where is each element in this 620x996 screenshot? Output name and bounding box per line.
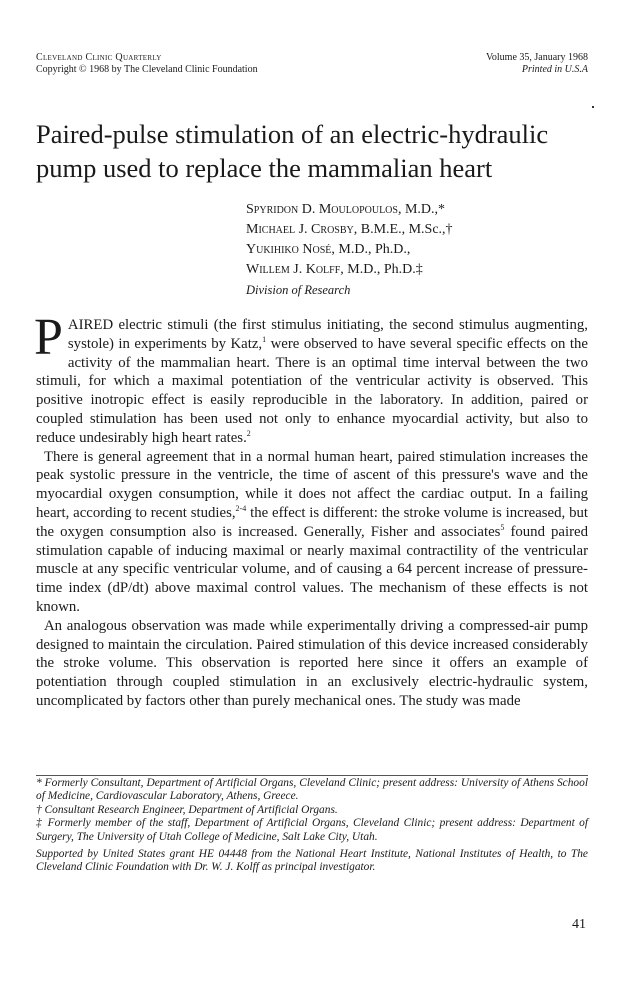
drop-cap: P <box>34 309 63 366</box>
reference-marker: 1 <box>262 334 267 344</box>
author-name: Michael J. Crosby, <box>246 222 358 237</box>
author-name: Spyridon D. Moulopoulos, <box>246 202 402 217</box>
journal-header <box>36 52 258 76</box>
text-run: the effect is different: the stroke volume is increased, but the oxygen consumption also is increased. Generally, Fisher and associates <box>36 504 588 540</box>
author-block <box>246 200 453 300</box>
journal-name: Cleveland Clinic Quarterly <box>36 52 162 63</box>
author-degree: M.D., Ph.D., <box>338 242 411 257</box>
support-note: Supported by United States grant HE 04448 from the National Heart Institute, National Institutes of Health, to The Cleveland Clinic Foundation with Dr. W. J. Kolff as principal investigator. <box>36 848 588 874</box>
printed-line: Printed in U.S.A <box>521 64 588 75</box>
text-run: electric stimuli (the first stimulus initiating, the second stimulus augmenting, systole) in experiments by Katz, <box>67 317 588 352</box>
author-line <box>246 260 453 280</box>
reference-marker: 2 <box>246 428 251 438</box>
author-name: Yukihiko Nosé, <box>246 242 335 257</box>
footnote: † Consultant Research Engineer, Department of Artificial Organs. <box>36 803 338 816</box>
page-number: 41 <box>572 917 586 932</box>
reference-marker: 5 <box>500 522 505 532</box>
footnotes <box>36 777 588 875</box>
volume-header <box>486 52 588 76</box>
text-run: found paired stimulation capable of inducing maximal or nearly maximal contractility of the ventricular muscle at any specific ventricular volume, and of causing a 64 percent increase of pressure-time index (dP/dt) above maximal control values. The mechanism of these effects is not known. <box>36 523 588 615</box>
author-degree: M.D.,* <box>404 202 446 217</box>
paragraph <box>34 309 588 448</box>
article-body <box>34 309 588 711</box>
reference-marker: 2-4 <box>235 504 247 514</box>
text-run: There is general agreement that in a normal human heart, paired stimulation increases the peak systolic pressure in the ventricle, the time of ascent of this pressure's wave and the myocardial oxygen consumption, while it does not affect the cardiac output. In a failing heart, according to recent studies, <box>36 448 588 521</box>
paragraph: An analogous observation was made while experimentally driving a compressed-air pump designed to maintain the circulation. Paired stimulation of this device increased considerably the stroke volume. This observation is reported here since it offers an example of potentiation through coupled stimulation in an exclusively electric-hydraulic system, uncomplicated by factors other than purely mechanical ones. The study was made <box>36 617 588 709</box>
author-degree: B.M.E., M.Sc.,† <box>360 222 453 237</box>
footnote-rule <box>36 775 588 776</box>
footnote: ‡ Formerly member of the staff, Department of Artificial Organs, Cleveland Clinic; present address: Department of Surgery, The University of Utah College of Medicine, Salt Lake City, Utah. <box>36 817 588 843</box>
author-degree: M.D., Ph.D.‡ <box>347 262 423 277</box>
paragraph <box>36 448 588 617</box>
text-run: were observed to have several specific effects on the activity of the mammalian heart. There is an optimal time interval between the two stimuli, for which a maximal potentiation of the ventricular activity is observed. This positive inotropic effect is easily reproducible in the laboratory. In addition, paired or coupled stimulation has been used not only to enhance myocardial activity, but also to reduce undesirably high heart rates. <box>36 335 588 446</box>
stray-mark <box>592 106 594 108</box>
division-label: Division of Research <box>246 283 351 297</box>
copyright-line: Copyright © 1968 by The Cleveland Clinic Foundation <box>36 64 258 75</box>
article-title: Paired-pulse stimulation of an electric-hydraulic pump used to replace the mammalian heart <box>36 119 549 183</box>
author-line <box>246 200 453 220</box>
footnote: * Formerly Consultant, Department of Artificial Organs, Cleveland Clinic; present address: University of Athens School of Medicine, Cardiovascular Laboratory, Athens, Greece. <box>36 777 588 803</box>
first-word: AIRED <box>67 317 114 333</box>
volume-line: Volume 35, January 1968 <box>485 52 588 63</box>
author-name: Willem J. Kolff, <box>246 262 344 277</box>
author-line <box>246 220 453 240</box>
author-line <box>246 240 453 260</box>
